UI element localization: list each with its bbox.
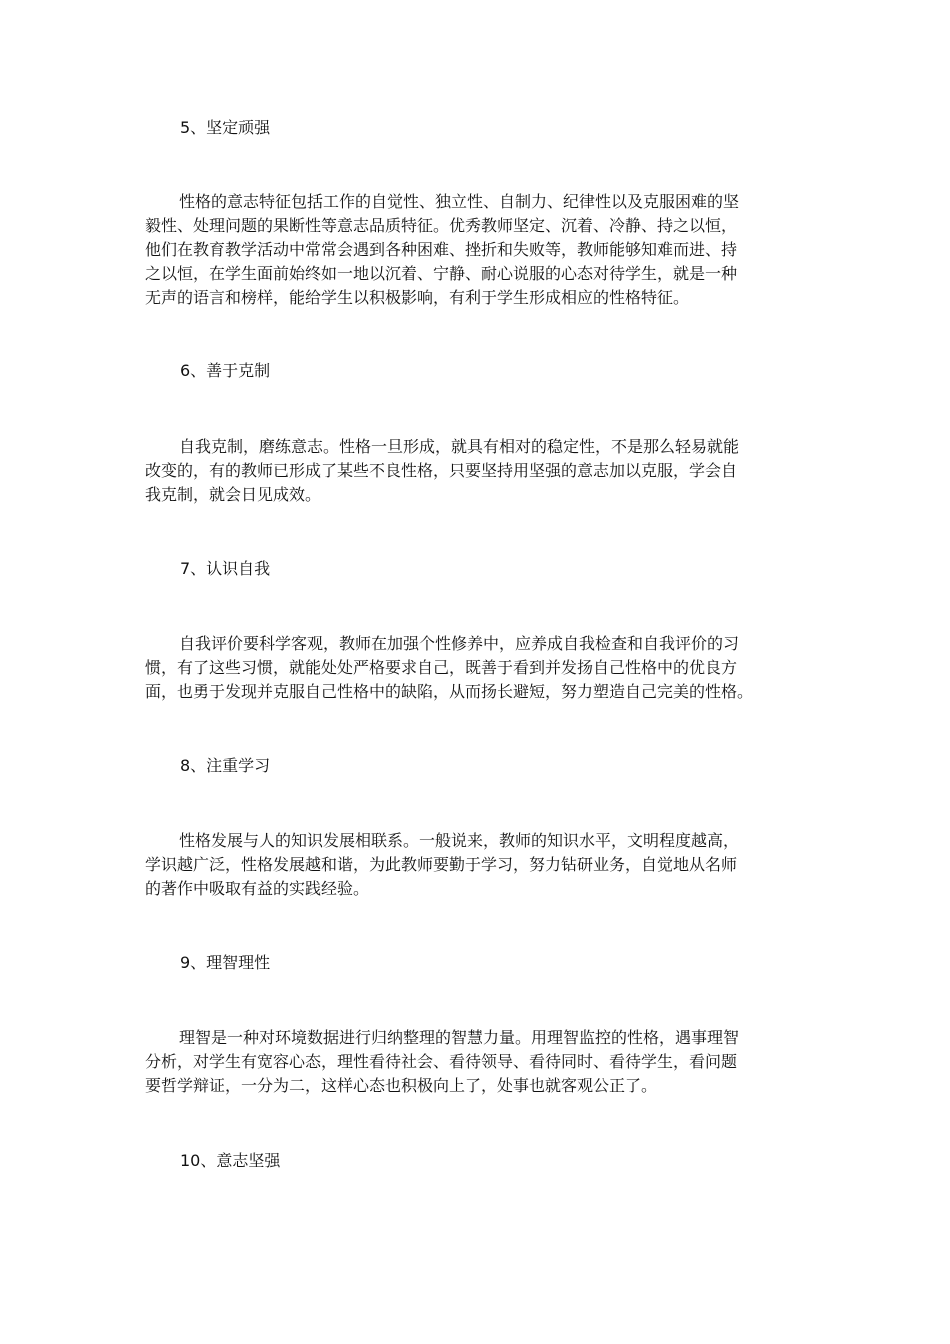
paragraph-line: 性格的意志特征包括工作的自觉性、独立性、自制力、纪律性以及克服困难的坚: [179, 192, 740, 211]
paragraph-line: 我克制，就会日见成效。: [145, 485, 322, 504]
paragraph-line: 学识越广泛，性格发展越和谐，为此教师要勤于学习，努力钻研业务，自觉地从名师: [145, 855, 738, 874]
paragraph-line: 要哲学辩证，一分为二，这样心态也积极向上了，处事也就客观公正了。: [145, 1076, 658, 1095]
section-heading-8: 8、注重学习: [180, 756, 271, 775]
paragraph-line: 惯，有了这些习惯，就能处处严格要求自己，既善于看到并发扬自己性格中的优良方: [145, 658, 738, 677]
section-paragraph-5: [145, 190, 807, 310]
section-paragraph-6: [145, 435, 807, 507]
paragraph-line: 改变的，有的教师已形成了某些不良性格，只要坚持用坚强的意志加以克服，学会自: [145, 461, 738, 480]
paragraph-line: 毅性、处理问题的果断性等意志品质特征。优秀教师坚定、沉着、冷静、持之以恒，: [145, 216, 738, 235]
section-paragraph-9: [145, 1026, 807, 1098]
paragraph-line: 面，也勇于发现并克服自己性格中的缺陷，从而扬长避短，努力塑造自己完美的性格。: [145, 682, 754, 701]
paragraph-line: 自我评价要科学客观，教师在加强个性修养中，应养成自我检查和自我评价的习: [179, 634, 740, 653]
section-heading-7: 7、认识自我: [180, 559, 271, 578]
section-heading-6: 6、善于克制: [180, 361, 271, 380]
paragraph-line: 理智是一种对环境数据进行归纳整理的智慧力量。用理智监控的性格，遇事理智: [179, 1028, 740, 1047]
section-paragraph-8: [145, 829, 807, 901]
paragraph-line: 之以恒，在学生面前始终如一地以沉着、宁静、耐心说服的心态对待学生，就是一种: [145, 264, 738, 283]
section-heading-5: 5、坚定顽强: [180, 118, 271, 137]
paragraph-line: 的著作中吸取有益的实践经验。: [145, 879, 370, 898]
section-heading-9: 9、理智理性: [180, 953, 271, 972]
paragraph-line: 性格发展与人的知识发展相联系。一般说来，教师的知识水平，文明程度越高，: [179, 831, 740, 850]
paragraph-line: 他们在教育教学活动中常常会遇到各种困难、挫折和失败等，教师能够知难而进、持: [145, 240, 738, 259]
section-heading-10: 10、意志坚强: [180, 1151, 281, 1170]
section-paragraph-7: [145, 632, 807, 704]
paragraph-line: 自我克制，磨练意志。性格一旦形成，就具有相对的稳定性，不是那么轻易就能: [179, 437, 740, 456]
paragraph-line: 无声的语言和榜样，能给学生以积极影响，有利于学生形成相应的性格特征。: [145, 288, 690, 307]
paragraph-line: 分析，对学生有宽容心态，理性看待社会、看待领导、看待同时、看待学生，看问题: [145, 1052, 738, 1071]
